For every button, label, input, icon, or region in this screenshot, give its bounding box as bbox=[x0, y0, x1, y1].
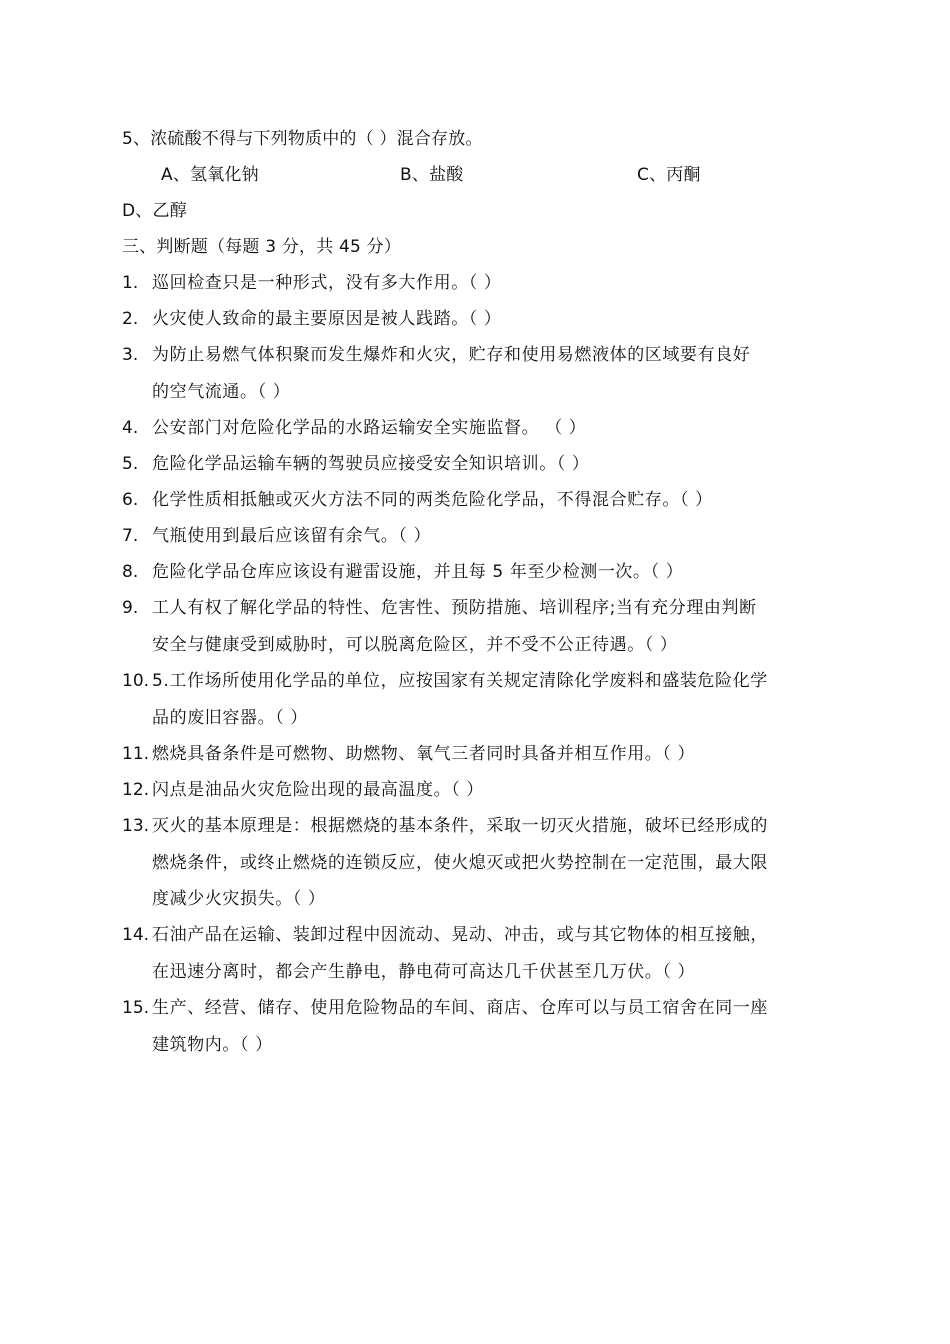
item-text: 燃烧条件，或终止燃烧的连锁反应，使火熄灭或把火势控制在一定范围，最大限 bbox=[152, 853, 768, 873]
item-text: 气瓶使用到最后应该留有余气。（ ） bbox=[152, 526, 432, 546]
option-c: C、丙酮 bbox=[637, 165, 701, 185]
item-number: 1. bbox=[122, 273, 139, 293]
item-number: 13. bbox=[122, 816, 150, 836]
item-text: 危险化学品仓库应该设有避雷设施，并且每 5 年至少检测一次。（ ） bbox=[152, 562, 684, 582]
item-number: 7. bbox=[122, 526, 139, 546]
item-number: 9. bbox=[122, 598, 139, 618]
item-text: 的空气流通。（ ） bbox=[152, 382, 291, 402]
item-text: 灭火的基本原理是：根据燃烧的基本条件，采取一切灭火措施，破坏已经形成的 bbox=[152, 816, 768, 836]
option-b: B、盐酸 bbox=[400, 165, 464, 185]
item-text: 火灾使人致命的最主要原因是被人践踏。（ ） bbox=[152, 309, 502, 329]
item-text: 安全与健康受到威胁时，可以脱离危险区，并不受不公正待遇。（ ） bbox=[152, 635, 678, 655]
item-number: 4. bbox=[122, 418, 139, 438]
item-number: 5. bbox=[122, 454, 139, 474]
item-number: 8. bbox=[122, 562, 139, 582]
item-text: 巡回检查只是一种形式，没有多大作用。（ ） bbox=[152, 273, 502, 293]
item-text: 为防止易燃气体积聚而发生爆炸和火灾，贮存和使用易燃液体的区域要有良好 bbox=[152, 345, 751, 365]
section-title: 三、判断题（每题 3 分，共 45 分） bbox=[122, 237, 402, 257]
item-number: 2. bbox=[122, 309, 139, 329]
option-d: D、乙醇 bbox=[122, 201, 187, 221]
item-text: 燃烧具备条件是可燃物、助燃物、氧气三者同时具备并相互作用。（ ） bbox=[152, 744, 696, 764]
item-number: 14. bbox=[122, 925, 150, 945]
item-text: 危险化学品运输车辆的驾驶员应接受安全知识培训。（ ） bbox=[152, 454, 590, 474]
item-number: 11. bbox=[122, 744, 150, 764]
question-5-stem: 5、浓硫酸不得与下列物质中的（ ）混合存放。 bbox=[122, 129, 483, 149]
item-text: 度减少火灾损失。（ ） bbox=[152, 889, 326, 909]
item-text: 品的废旧容器。（ ） bbox=[152, 708, 308, 728]
item-number: 3. bbox=[122, 345, 139, 365]
item-number: 6. bbox=[122, 490, 139, 510]
item-number: 15. bbox=[122, 998, 150, 1018]
option-a: A、氢氧化钠 bbox=[161, 165, 259, 185]
item-text: 建筑物内。（ ） bbox=[152, 1035, 273, 1055]
item-number: 12. bbox=[122, 780, 150, 800]
item-text: 工人有权了解化学品的特性、危害性、预防措施、培训程序;当有充分理由判断 bbox=[152, 598, 757, 618]
item-text: 闪点是油品火灾危险出现的最高温度。（ ） bbox=[152, 780, 484, 800]
item-text: 在迅速分离时，都会产生静电，静电荷可高达几千伏甚至几万伏。（ ） bbox=[152, 962, 696, 982]
item-text: 化学性质相抵触或灭火方法不同的两类危险化学品，不得混合贮存。（ ） bbox=[152, 490, 713, 510]
item-text: 5.工作场所使用化学品的单位，应按国家有关规定清除化学废料和盛装危险化学 bbox=[152, 671, 768, 691]
item-number: 10. bbox=[122, 671, 150, 691]
item-text: 石油产品在运输、装卸过程中因流动、晃动、冲击，或与其它物体的相互接触， bbox=[152, 925, 768, 945]
item-text: 公安部门对危险化学品的水路运输安全实施监督。 （ ） bbox=[152, 418, 587, 438]
item-text: 生产、经营、储存、使用危险物品的车间、商店、仓库可以与员工宿舍在同一座 bbox=[152, 998, 768, 1018]
